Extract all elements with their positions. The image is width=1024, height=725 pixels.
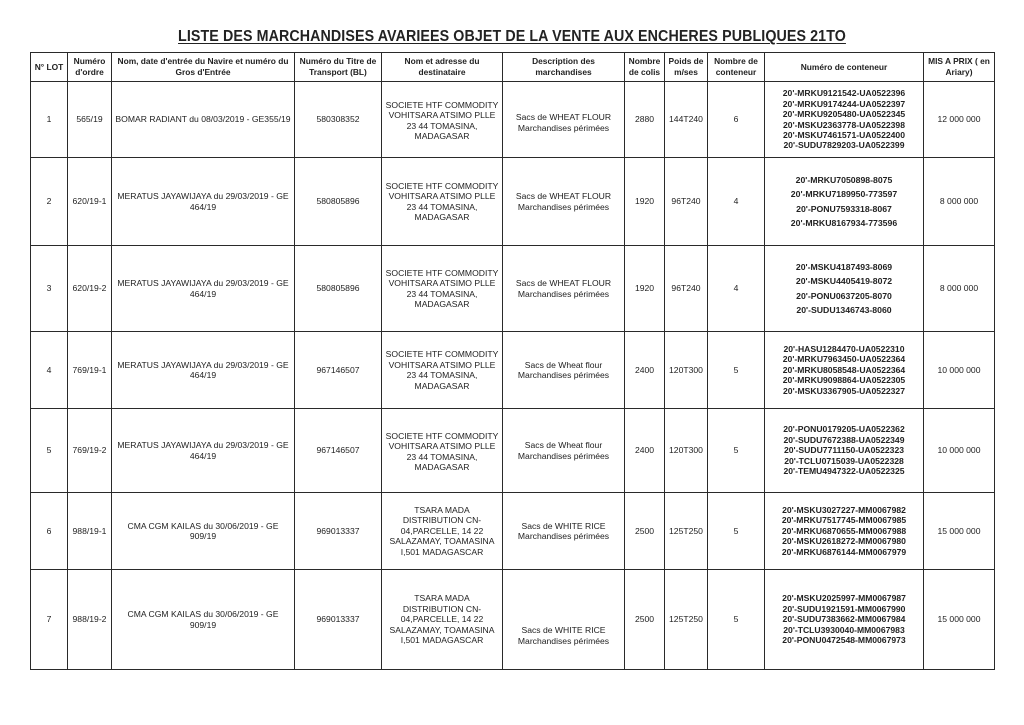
cell-nb-conteneur: 6 xyxy=(708,82,765,158)
cell-bl: 967146507 xyxy=(295,332,382,409)
container-number: 20'-MRKU7050898-8075 xyxy=(795,174,893,185)
cell-ordre: 620/19-2 xyxy=(68,246,112,332)
cell-navire: CMA CGM KAILAS du 30/06/2019 - GE 909/19 xyxy=(112,570,295,670)
cell-ordre: 769/19-1 xyxy=(68,332,112,409)
cell-lot: 2 xyxy=(31,158,68,246)
cell-conteneurs xyxy=(765,82,924,158)
col-header-bl: Numéro du Titre de Transport (BL) xyxy=(295,53,382,82)
cell-poids: 96T240 xyxy=(665,158,708,246)
cell-poids: 125T250 xyxy=(665,493,708,570)
container-number: 20'-MSKU4187493-8069 xyxy=(795,261,893,272)
cell-navire: MERATUS JAYAWIJAYA du 29/03/2019 - GE 464/19 xyxy=(112,332,295,409)
document-title xyxy=(41,28,983,46)
cell-conteneurs xyxy=(765,158,924,246)
cell-lot: 6 xyxy=(31,493,68,570)
container-number: 20'-MRKU7517745-MM0067985 xyxy=(781,515,907,526)
container-number: 20'-MRKU7963450-UA0522364 xyxy=(782,354,906,365)
container-number: 20'-MSKU4405419-8072 xyxy=(795,276,893,286)
cell-ordre: 565/19 xyxy=(68,82,112,158)
container-number: 20'-SUDU7829203-UA0522399 xyxy=(783,140,905,151)
cell-prix: 15 000 000 xyxy=(924,570,995,670)
cell-poids: 120T300 xyxy=(665,332,708,409)
container-number: 20'-TCLU3930040-MM0067983 xyxy=(783,624,905,635)
cell-navire: BOMAR RADIANT du 08/03/2019 - GE355/19 xyxy=(112,82,295,158)
cell-bl: 969013337 xyxy=(295,493,382,570)
table-row xyxy=(31,409,995,493)
container-number: 20'-MRKU8058548-UA0522364 xyxy=(782,364,906,375)
table-row xyxy=(31,246,995,332)
container-number: 20'-SUDU7711150-UA0522323 xyxy=(783,445,905,456)
col-header-lot: N° LOT xyxy=(31,53,68,82)
container-number: 20'-MSKU2363778-UA0522398 xyxy=(783,119,905,130)
container-number: 20'-PONU0179205-UA0522362 xyxy=(783,424,905,435)
table-header-row xyxy=(31,53,995,82)
cell-ordre: 988/19-1 xyxy=(68,493,112,570)
cell-nb-conteneur: 5 xyxy=(708,493,765,570)
col-header-nb-conteneur: Nombre de conteneur xyxy=(708,53,765,82)
table-row xyxy=(31,332,995,409)
cell-description: Sacs de WHITE RICE Marchandises périmées xyxy=(503,570,625,670)
container-number: 20'-TEMU4947322-UA0522325 xyxy=(783,466,905,477)
container-number: 20'-MRKU9121542-UA0522396 xyxy=(782,88,906,99)
cell-nb-conteneur: 5 xyxy=(708,570,765,670)
cell-destinataire: SOCIETE HTF COMMODITY VOHITSARA ATSIMO PLLE 23 44 TOMASINA, MADAGASAR xyxy=(382,246,503,332)
cell-colis: 1920 xyxy=(625,158,665,246)
cell-prix: 10 000 000 xyxy=(924,409,995,493)
cell-description: Sacs de WHEAT FLOUR Marchandises périmées xyxy=(503,158,625,246)
container-number: 20'-SUDU1921591-MM0067990 xyxy=(782,603,906,614)
cell-bl: 580308352 xyxy=(295,82,382,158)
cell-navire: MERATUS JAYAWIJAYA du 29/03/2019 - GE 464/19 xyxy=(112,246,295,332)
cell-destinataire: TSARA MADA DISTRIBUTION CN-04,PARCELLE, 14 22 SALAZAMAY, TOAMASINA I,501 MADAGASCAR xyxy=(382,570,503,670)
cell-colis: 2500 xyxy=(625,570,665,670)
container-number: 20'-PONU0472548-MM0067973 xyxy=(782,635,906,646)
container-number: 20'-MRKU7189950-773597 xyxy=(790,189,898,199)
table-row xyxy=(31,493,995,570)
cell-lot: 3 xyxy=(31,246,68,332)
col-header-colis: Nombre de colis xyxy=(625,53,665,82)
table-row xyxy=(31,82,995,158)
table-row xyxy=(31,158,995,246)
container-number: 20'-PONU7593318-8067 xyxy=(796,203,892,214)
cell-description: Sacs de WHEAT FLOUR Marchandises périmées xyxy=(503,246,625,332)
col-header-navire: Nom, date d'entrée du Navire et numéro du Gros d'Entrée xyxy=(112,53,295,82)
cell-colis: 2500 xyxy=(625,493,665,570)
col-header-description: Description des marchandises xyxy=(503,53,625,82)
document-title-text: LISTE DES MARCHANDISES AVARIEES OBJET DE LA VENTE AUX ENCHERES PUBLIQUES 21TO xyxy=(178,28,846,45)
cell-navire: MERATUS JAYAWIJAYA du 29/03/2019 - GE 464/19 xyxy=(112,158,295,246)
cell-conteneurs xyxy=(765,570,924,670)
container-number: 20'-MRKU6870655-MM0067988 xyxy=(781,525,907,536)
col-header-poids: Poids de m/ses xyxy=(665,53,708,82)
cell-conteneurs xyxy=(765,246,924,332)
container-number: 20'-SUDU7383662-MM0067984 xyxy=(782,614,906,625)
container-number: 20'-HASU1284470-UA0522310 xyxy=(783,343,905,354)
container-number: 20'-MRKU9098864-UA0522305 xyxy=(782,375,906,386)
cell-description: Sacs de WHITE RICE Marchandises périmées xyxy=(503,493,625,570)
cell-poids: 96T240 xyxy=(665,246,708,332)
cell-prix: 8 000 000 xyxy=(924,158,995,246)
cell-bl: 580805896 xyxy=(295,158,382,246)
col-header-ordre: Numéro d'ordre xyxy=(68,53,112,82)
cell-destinataire: SOCIETE HTF COMMODITY VOHITSARA ATSIMO PLLE 23 44 TOMASINA, MADAGASAR xyxy=(382,409,503,493)
cell-colis: 2880 xyxy=(625,82,665,158)
container-number: 20'-MRKU9174244-UA0522397 xyxy=(782,98,906,109)
cell-nb-conteneur: 5 xyxy=(708,332,765,409)
cell-colis: 2400 xyxy=(625,332,665,409)
container-number: 20'-MSKU7461571-UA0522400 xyxy=(783,129,905,140)
cell-nb-conteneur: 5 xyxy=(708,409,765,493)
cell-destinataire: SOCIETE HTF COMMODITY VOHITSARA ATSIMO PLLE 23 44 TOMASINA, MADAGASAR xyxy=(382,332,503,409)
cell-ordre: 769/19-2 xyxy=(68,409,112,493)
cell-poids: 144T240 xyxy=(665,82,708,158)
cell-nb-conteneur: 4 xyxy=(708,158,765,246)
cell-description: Sacs de WHEAT FLOUR Marchandises périmées xyxy=(503,82,625,158)
cell-lot: 4 xyxy=(31,332,68,409)
cell-bl: 969013337 xyxy=(295,570,382,670)
cell-ordre: 988/19-2 xyxy=(68,570,112,670)
cell-lot: 7 xyxy=(31,570,68,670)
cell-prix: 10 000 000 xyxy=(924,332,995,409)
cell-navire: MERATUS JAYAWIJAYA du 29/03/2019 - GE 464/19 xyxy=(112,409,295,493)
cell-nb-conteneur: 4 xyxy=(708,246,765,332)
col-header-destinataire: Nom et adresse du destinataire xyxy=(382,53,503,82)
container-number: 20'-SUDU1346743-8060 xyxy=(796,305,892,315)
container-number: 20'-PONU0637205-8070 xyxy=(796,290,892,301)
cell-colis: 2400 xyxy=(625,409,665,493)
container-number: 20'-MRKU9205480-UA0522345 xyxy=(782,109,906,120)
cell-conteneurs xyxy=(765,332,924,409)
cell-conteneurs xyxy=(765,409,924,493)
container-number: 20'-MSKU3367905-UA0522327 xyxy=(783,385,905,396)
cell-destinataire: SOCIETE HTF COMMODITY VOHITSARA ATSIMO PLLE 23 44 TOMASINA, MADAGASAR xyxy=(382,82,503,158)
cell-conteneurs xyxy=(765,493,924,570)
container-number: 20'-MSKU2025997-MM0067987 xyxy=(782,593,906,604)
container-number: 20'-MSKU2618272-MM0067980 xyxy=(782,536,906,547)
container-number: 20'-MRKU6876144-MM0067979 xyxy=(781,546,907,557)
col-header-prix: MIS A PRIX ( en Ariary) xyxy=(924,53,995,82)
cell-description: Sacs de Wheat flour Marchandises périmées xyxy=(503,332,625,409)
cell-poids: 125T250 xyxy=(665,570,708,670)
auction-lots-table xyxy=(30,52,995,670)
cell-lot: 1 xyxy=(31,82,68,158)
cell-lot: 5 xyxy=(31,409,68,493)
container-number: 20'-SUDU7672388-UA0522349 xyxy=(783,434,905,445)
cell-destinataire: SOCIETE HTF COMMODITY VOHITSARA ATSIMO PLLE 23 44 TOMASINA, MADAGASAR xyxy=(382,158,503,246)
cell-poids: 120T300 xyxy=(665,409,708,493)
col-header-conteneurs: Numéro de conteneur xyxy=(765,53,924,82)
cell-bl: 967146507 xyxy=(295,409,382,493)
container-number: 20'-TCLU0715039-UA0522328 xyxy=(784,455,904,466)
cell-destinataire: TSARA MADA DISTRIBUTION CN-04,PARCELLE, 14 22 SALAZAMAY, TOAMASINA I,501 MADAGASCAR xyxy=(382,493,503,570)
cell-prix: 12 000 000 xyxy=(924,82,995,158)
container-number: 20'-MRKU8167934-773596 xyxy=(790,218,898,228)
table-row xyxy=(31,570,995,670)
cell-colis: 1920 xyxy=(625,246,665,332)
cell-description: Sacs de Wheat flour Marchandises périmées xyxy=(503,409,625,493)
cell-prix: 8 000 000 xyxy=(924,246,995,332)
cell-ordre: 620/19-1 xyxy=(68,158,112,246)
cell-navire: CMA CGM KAILAS du 30/06/2019 - GE 909/19 xyxy=(112,493,295,570)
cell-bl: 580805896 xyxy=(295,246,382,332)
cell-prix: 15 000 000 xyxy=(924,493,995,570)
container-number: 20'-MSKU3027227-MM0067982 xyxy=(782,504,906,515)
